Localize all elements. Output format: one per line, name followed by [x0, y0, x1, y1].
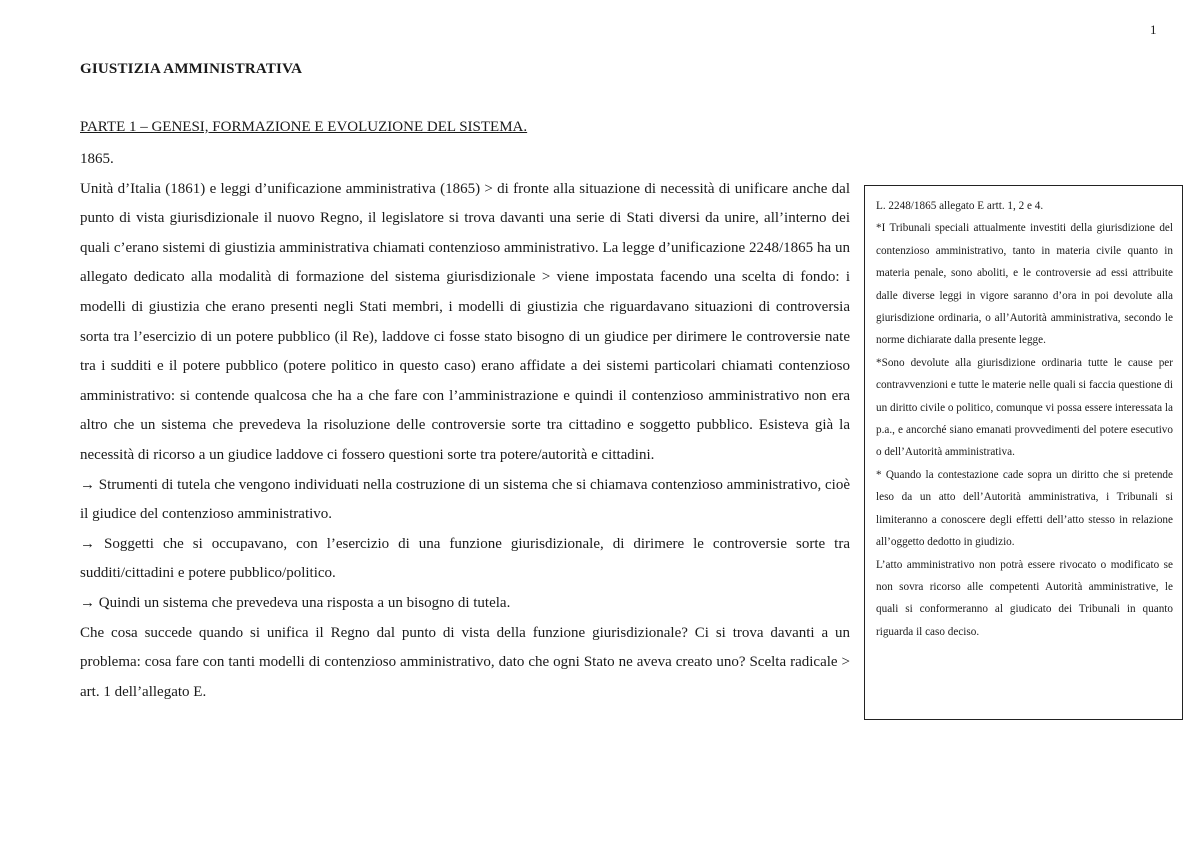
law-excerpt-heading: L. 2248/1865 allegato E artt. 1, 2 e 4.	[876, 200, 1044, 212]
paragraph-question: Che cosa succede quando si unifica il Regno dal punto di vista della funzione giurisdizionale? Ci si trova davanti a un problema: cosa fare con tanti modelli di contenzioso amministrativo, dato che ogni Stato ne aveva creato uno? Scelta radicale > art. 1 dell’allegato E.	[80, 624, 850, 700]
paragraph-arrow-soggetti: → Soggetti che si occupavano, con l’esercizio di una funzione giurisdizionale, di dirimere le controversie sorte tra sudditi/cittadini e potere pubblico/politico.	[80, 535, 850, 582]
paragraph-intro: Unità d’Italia (1861) e leggi d’unificazione amministrativa (1865) > di fronte alla situazione di necessità di unificare anche dal punto di vista giurisdizionale il nuovo Regno, il legislatore si trova davanti una serie di Stati diversi da unire, all’interno dei quali c’erano sistemi di giustizia amministrativa chiamati contenzioso amministrativo. La legge d’unificazione 2248/1865 ha un allegato dedicato alla modalità di formazione del sistema giurisdizionale > viene impostata facendo una scelta di fondo: i modelli di giustizia che erano presenti negli Stati membri, i modelli di giustizia che riguardavano situazioni di controversia sorta tra l’esercizio di un potere pubblico (il Re), laddove ci fosse stato bisogno di un giudice per dirimere le controversie nate tra i sudditi e il potere pubblico (potere politico in questo caso) erano affidate a dei sistemi particolari chiamati contenzioso amministrativo: si contende qualcosa che ha a che fare con l’amministrazione e quindi il contenzioso amministrativo non era altro che un sistema che prevedeva la risoluzione delle controversie sorte tra cittadino e soggetto pubblico. Esisteva già la necessità di ricorso a un giudice laddove ci fossero questioni sorte tra potere/autorità e cittadini.	[80, 180, 850, 463]
law-excerpt-article-4-continued: L’atto amministrativo non potrà essere rivocato o modificato se non sovra ricorso alle competenti Autorità amministrative, le quali si conformeranno al giudicato dei Tribunali in quanto riguarda il caso deciso.	[876, 558, 1173, 638]
document-title: GIUSTIZIA AMMINISTRATIVA	[80, 61, 303, 77]
part-heading: PARTE 1 – GENESI, FORMAZIONE E EVOLUZIONE DEL SISTEMA.	[80, 119, 528, 135]
law-excerpt-article-2: *Sono devolute alla giurisdizione ordinaria tutte le cause per contravvenzioni e tutte le materie nelle quali si faccia questione di un diritto civile o politico, comunque vi possa essere interessata la p.a., e ancorché siano emanati provvedimenti del potere esecutivo o dell’Autorità amministrativa.	[876, 356, 1173, 459]
page-number: 1	[1150, 22, 1157, 37]
year-heading: 1865.	[80, 151, 114, 167]
main-text	[80, 145, 850, 707]
law-excerpt-article-1: *I Tribunali speciali attualmente investiti della giurisdizione del contenzioso amministrativo, tanto in materia civile quanto in materia penale, sono aboliti, e le controversie ad essi attribuite dalle diverse leggi in vigore saranno d’ora in poi devolute alla giurisdizione ordinaria, o all’Autorità amministrativa, secondo le norme dichiarate dalla presente legge.	[876, 222, 1173, 347]
law-excerpt-article-4: * Quando la contestazione cade sopra un diritto che si pretende leso da un atto dell’Autorità amministrativa, i Tribunali si limiteranno a conoscere degli effetti dell’atto stesso in relazione all’oggetto dedotto in giudizio.	[876, 468, 1173, 549]
paragraph-arrow-strumenti: → Strumenti di tutela che vengono individuati nella costruzione di un sistema che si chiamava contenzioso amministrativo, cioè il giudice del contenzioso amministrativo.	[80, 476, 850, 523]
law-excerpt-box	[864, 185, 1183, 720]
paragraph-arrow-quindi: → Quindi un sistema che prevedeva una risposta a un bisogno di tutela.	[80, 594, 511, 611]
